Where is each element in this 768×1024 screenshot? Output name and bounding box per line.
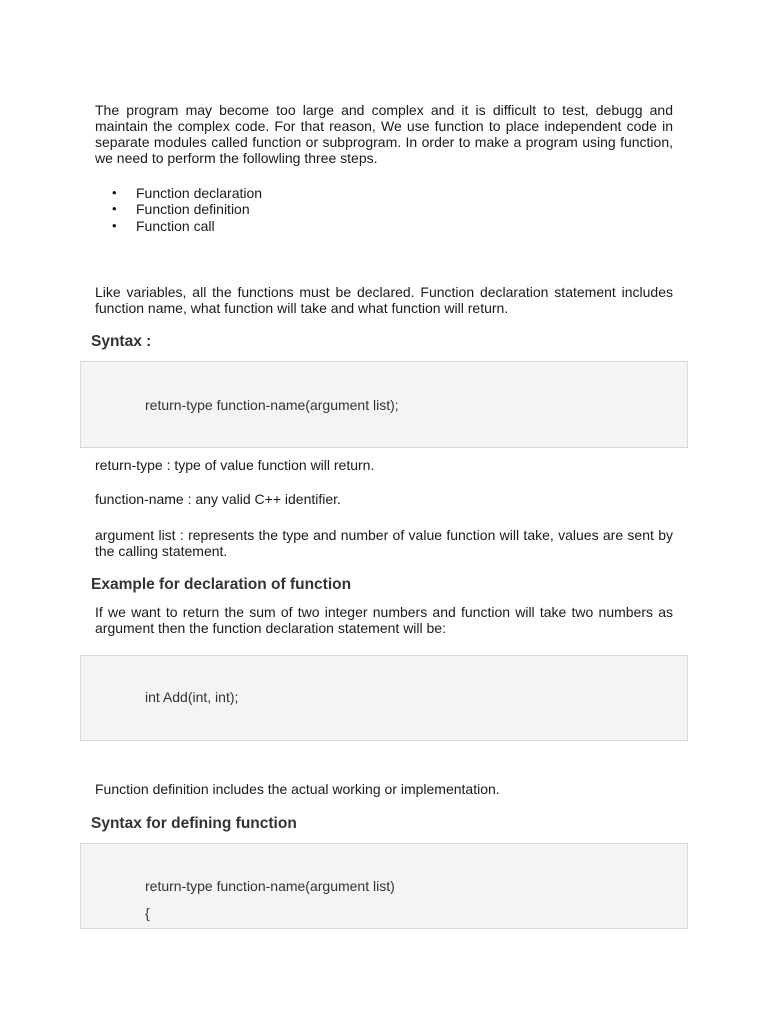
definition-paragraph: Function definition includes the actual working or implementation. — [95, 781, 500, 797]
example-code-block — [80, 655, 688, 741]
code-line: { — [145, 905, 150, 921]
code-line: return-type function-name(argument list); — [145, 397, 399, 413]
definition-syntax-heading: Syntax for defining function — [91, 815, 297, 832]
example-paragraph: If we want to return the sum of two integer numbers and function will take two numbers as argument then the function declaration statement will be: — [95, 604, 673, 636]
example-heading: Example for declaration of function — [91, 576, 352, 593]
function-name-definition: function-name : any valid C++ identifier. — [95, 491, 341, 507]
list-item: • Function declaration — [95, 185, 262, 201]
return-type-definition: return-type : type of value function will return. — [95, 457, 375, 473]
intro-paragraph: The program may become too large and complex and it is difficult to test, debugg and maintain the complex code. For that reason, We use function to place independent code in separate modules called function or subprogram. In order to make a program using function, we need to perform the followling three steps. — [95, 102, 673, 166]
list-item: • Function call — [95, 218, 262, 234]
argument-list-definition: argument list : represents the type and number of value function will take, values are sent by the calling statement. — [95, 527, 673, 559]
syntax-heading: Syntax : — [91, 333, 152, 350]
declaration-paragraph: Like variables, all the functions must be declared. Function declaration statement includes function name, what function will take and what function will return. — [95, 284, 673, 316]
steps-list — [95, 185, 262, 234]
list-item: • Function definition — [95, 201, 262, 217]
definition-code-block — [80, 843, 688, 929]
code-line: int Add(int, int); — [145, 689, 239, 705]
code-line: return-type function-name(argument list) — [145, 878, 395, 894]
syntax-code-block — [80, 361, 688, 448]
